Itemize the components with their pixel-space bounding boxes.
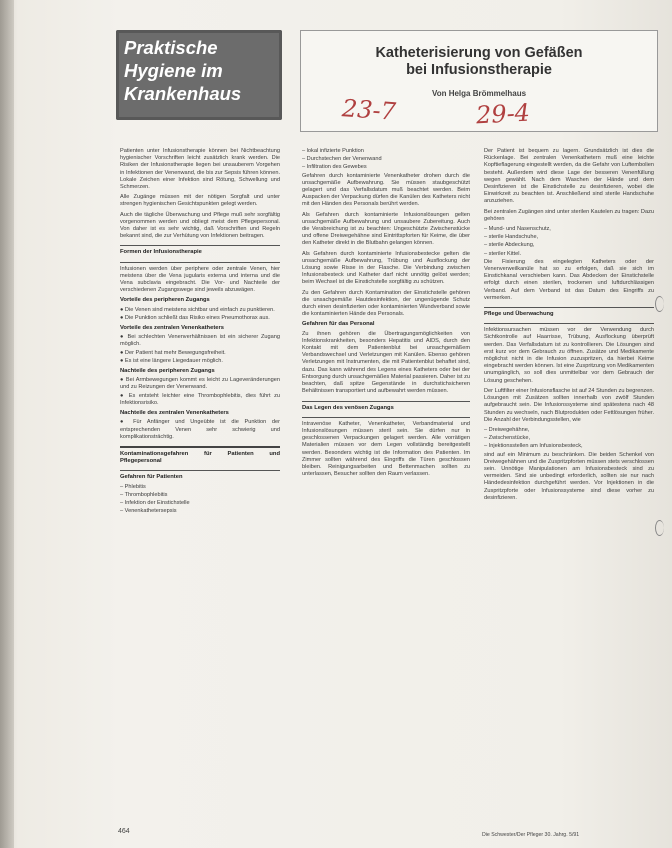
list-item: – Infektion der Einstichstelle: [120, 499, 190, 506]
column-3: [484, 148, 654, 505]
subheading: Gefahren für Patienten: [120, 474, 183, 481]
list-item: – Mund- und Nasenschutz,: [484, 226, 551, 233]
section-divider: [120, 470, 280, 471]
subheading: Vorteile des zentralen Venenkatheters: [120, 325, 224, 332]
paragraph: Infusionen werden über periphere oder zentrale Venen, hier meistens über die Vena jugularis externa und interna und die Vena subclavia eingebracht. Die Vor- und Nachteile der verschiedenen Zugangswege sind jeweils abzuwägen.: [120, 265, 280, 294]
article-author: Von Helga Brömmelhaus: [431, 89, 527, 98]
bullet-item: ● Die Venen sind meistens sichtbar und einfach zu punktieren.: [120, 306, 275, 313]
subheading: Gefahren für das Personal: [302, 321, 375, 328]
section-heading: Das Legen des venösen Zugangs: [302, 404, 394, 411]
page-number: 464: [118, 828, 130, 835]
section-heading: Formen der Infusionstherapie: [120, 249, 202, 256]
list-item: – steriler Kittel.: [484, 250, 521, 257]
paragraph: Zu ihnen gehören die Übertragungsmöglichkeiten von Infektionskrankheiten, besonders Hepatitis und AIDS, durch den Kontakt mit dem Patientenblut bei unsachgemäßem Verbandswechsel und Verletzungen mit Kanülen. Ebenso gehören Verletzungen mit Instrumenten, die mit Patientenblut behaftet sind, dazu. Das kann während des Legens eines Katheters oder bei der Entsorgung durch unsachgemäßes Material passieren. Daher ist zu beachten, daß spitze Gegenstände in durchstichsicheren Behältnissen transportiert und aufbewahrt werden müssen.: [302, 330, 470, 395]
paragraph: Patienten unter Infusionstherapie können bei Nichtbeachtung hygienischer Vorschriften leicht zusätzlich krank werden. Die Risiken der Infusionstherapie liegen bei unsauberem Vorgehen in Infektionen der Venenwand, die bis zur Sepsis führen können. Lokale Zeichen einer Infektion sind Rötung, Schwellung und Schmerzen.: [120, 148, 280, 191]
series-title-line-3: Krankenhaus: [124, 83, 242, 104]
list-item: – Phlebitis: [120, 483, 146, 490]
section-divider: [302, 417, 470, 418]
section-divider: [302, 401, 470, 402]
section-divider: [484, 323, 654, 324]
bullet-item: ● Die Punktion schließt das Risiko eines Pneumothorax aus.: [120, 314, 270, 321]
journal-footer: Die Schwester/Der Pfleger 30. Jahrg. 5/91: [482, 832, 580, 838]
subheading: Nachteile des zentralen Venenkatheters: [120, 410, 229, 417]
section-divider: [484, 307, 654, 308]
paragraph: Der Luftfilter einer Infusionsflasche ist auf 24 Stunden zu begrenzen. Lösungen mit Zusätzen sollten innerhalb von zwölf Stunden aufgebraucht sein. Die Infusionssysteme sind spätestens nach 48 Stunden zu wechseln, nach Blutprodukten oder Fettlösungen früher. Die Anzahl der Verbindungsstellen, wie: [484, 387, 654, 423]
article-title-line-1: Katheterisierung von Gefäßen: [375, 45, 583, 61]
paragraph: Als Gefahren durch kontaminierte Infusionslösungen gelten unsachgemäße Aufbewahrung und unsaubere Zubereitung. Auch die Verabreichung ist zu beachten: Ungeschützte Zwischenstücke und offene Dreiwegehähne sind Eintrittspforten für Keime, die über den Katheter direkt in die Blutbahn gelangen können.: [302, 211, 470, 247]
series-title-line-1: Praktische: [124, 37, 218, 58]
section-heading: Kontaminationsgefahren für Patienten und Pflegepersonal: [120, 450, 280, 465]
paragraph: Bei zentralen Zugängen sind unter sterilen Kautelen zu tragen: Dazu gehören: [484, 208, 654, 222]
paragraph: Die Fixierung des eingelegten Katheters oder der Venenverweilkanüle hat so zu erfolgen, daß sie sich im Einstichkanal verschieben kann. Das Abdecken der Einstichstelle erfolgt durch einen sterilen, trockenen und luftdurchlässigen Verband. Auf dem Verband ist das Datum des Eingriffs zu vermerken.: [484, 258, 654, 301]
list-item: – sterile Abdeckung,: [484, 242, 535, 249]
series-title-line-2: Hygiene im: [124, 60, 223, 81]
page-edge-mark: [655, 520, 664, 536]
paragraph: Alle Zugänge müssen mit der nötigen Sorgfalt und unter strengen hygienischen Gesichtspunkten gelegt werden.: [120, 194, 280, 208]
list-item: – lokal infizierte Punktion: [302, 148, 364, 154]
section-divider: [120, 245, 280, 246]
bullet-item: ● Es ist eine längere Liegedauer möglich.: [120, 357, 223, 364]
article-title: [301, 45, 657, 79]
bullet-item: ● Es entsteht leichter eine Thrombophlebitis, dies führt zu Infektionsrisiko.: [120, 392, 280, 406]
paragraph: Intravenöse Katheter, Venenkatheter, Verbandmaterial und Infusionslösungen müssen steril sein. Sie dürfen nur in geschlossenen Verpackungen gelagert werden. Alle vorrätigen Materialien müssen vor dem Legen vollständig bereitgestellt werden. Besonders wichtig ist die Information des Patienten. Im Zimmer sollten während des Eingriffs die Türen geschlossen bleiben. Reinigungsarbeiten und Bettenmachen sollten zu unterlassen, Besucher sollten den Raum verlassen.: [302, 420, 470, 478]
column-1: [120, 148, 280, 516]
list-item: – Dreiwegehähne,: [484, 426, 530, 433]
bullet-item: ● Für Anfänger und Ungeübte ist die Punktion der entsprechenden Venen sehr schwierig und komplikationsträchtig.: [120, 419, 280, 440]
page-edge-mark: [655, 296, 664, 312]
handwritten-note-a: 23-7: [341, 94, 397, 126]
section-heading: Pflege und Überwachung: [484, 311, 554, 318]
bullet-item: ● Bei Armbewegungen kommt es leicht zu Lageveränderungen und zu Reizungen der Venenwand.: [120, 377, 280, 391]
column-2: [302, 148, 470, 481]
section-divider: [120, 262, 280, 263]
bullet-item: ● Bei schlechten Venenverhältnissen ist ein sicherer Zugang möglich.: [120, 334, 280, 348]
paragraph: Auch die tägliche Überwachung und Pflege muß sehr sorgfältig vorgenommen werden und obliegt meist dem Pflegepersonal. Von daher ist es sehr wichtig, daß Vorschriften und Regeln bekannt sind, die zur Verhütung von Infektionen beitragen.: [120, 211, 280, 240]
list-item: – Zwischenstücke,: [484, 435, 531, 442]
paragraph: Infektionsursachen müssen vor der Verwendung durch Sichtkontrolle auf Haarrisse, Trübung, Ausflockung überprüft werden. Das Verfallsdatum ist zu kontrollieren. Die Lösungen sind erst kurz vor dem Gebrauch zu öffnen. Zusätze und Medikamente möglichst nicht in die Infusion zuzuspritzen, da hierbei Keime eingebracht werden können. Ist eine Zuspritzung von Medikamenten unumgänglich, so soll dies unmittelbar vor dem Gebrauch der Lösung geschehen.: [484, 327, 654, 384]
handwritten-note-b: 29-4: [475, 98, 531, 130]
series-header-box: [116, 30, 282, 120]
list-item: – Durchstechen der Venenwand: [302, 156, 382, 163]
book-binding-shadow: [0, 0, 14, 848]
list-item: – sterile Handschuhe,: [484, 234, 539, 241]
list-item: – Infiltration des Gewebes: [302, 164, 367, 171]
paragraph: Zu den Gefahren durch Kontamination der Einstichstelle gehören die unsachgemäße Hautdesinfektion, der ungenügende Schutz durch einen desinfizierten oder kontaminierten Wundverband sowie die kontaminierten Hände des Personals.: [302, 289, 470, 318]
article-title-line-2: bei Infusionstherapie: [406, 62, 552, 78]
list-item: – Injektionsstellen am Infusionsbesteck,: [484, 443, 583, 450]
subheading: Nachteile des peripheren Zugangs: [120, 368, 215, 375]
section-divider: [120, 446, 280, 448]
paragraph: Gefahren durch kontaminierte Venenkatheter drohen durch die unsachgemäße Aufbewahrung. Sie müssen staubgeschützt gelagert und das Verfallsdatum muß beachtet werden. Beim Auspacken der Verpackung dürfen die Kanülen des Katheters nicht mit den Händen des Personals berührt werden.: [302, 172, 470, 208]
list-item: – Venenkathetersepsis: [120, 508, 177, 515]
paragraph: Als Gefahren durch kontaminierte Infusionsbestecke gelten die unsachgemäße Aufbewahrung, Trübung und Ausflockung der Lösung sowie Risse in der Flasche. Die Verbindung zwischen Infusionsbesteck und Katheter darf nicht unnötig gelöst werden; beim Wechsel ist die Einstichstelle sorgfältig zu schützen.: [302, 250, 470, 286]
bullet-item: ● Der Patient hat mehr Bewegungsfreiheit.: [120, 349, 226, 356]
paragraph: sind auf ein Minimum zu beschränken. Die beiden Schenkel von Dreiwegehähnen und die Zuspritzpforten müssen stets verschlossen sein. Unnötige Manipulationen am Infusionsbesteck sind zu vermeiden. Sind sie unbedingt erforderlich, sollten sie nur nach Händedesinfektion durchgeführt werden. Vor Injektionen in die Zuspritzpforte oder Infusionssysteme sind diese vorher zu desinfizieren.: [484, 451, 654, 501]
subheading: Vorteile des peripheren Zugangs: [120, 297, 210, 304]
paragraph: Der Patient ist bequem zu lagern. Grundsätzlich ist dies die Rückenlage. Bei zentralen Venenkathetern muß eine leichte Kopftieflagerung eingestellt werden, da die Gefahr von Luftembolien besteht. Außerdem wird diese Lage der besseren Venenfüllung wegen gewählt. Nach dem Waschen der Hände und dem Desinfizieren ist die Einstichstelle zu desinfizieren, wobei die Einwirkzeit zu beachten ist. Anschließend sind sterile Handschuhe anzuziehen.: [484, 148, 654, 205]
list-item: – Thrombophlebitis: [120, 491, 168, 498]
